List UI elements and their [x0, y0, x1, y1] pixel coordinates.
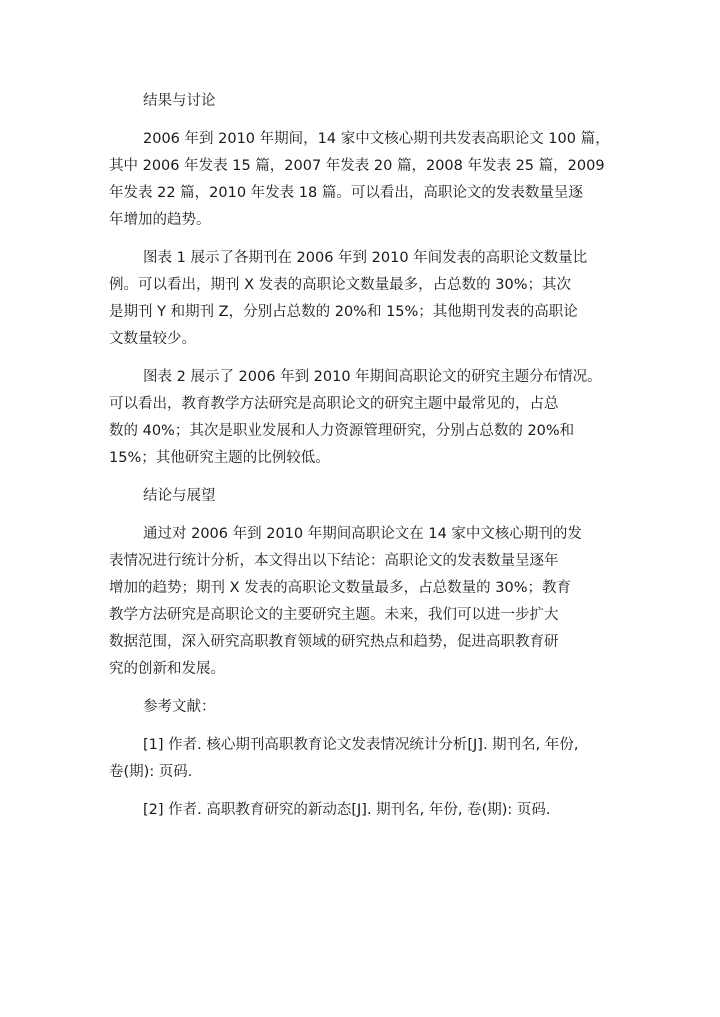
text-line: 表情况进行统计分析，本文得出以下结论：高职论文的发表数量呈逐年 — [109, 553, 559, 569]
body-paragraph — [109, 245, 639, 353]
document-page — [109, 88, 639, 835]
text-line: 参考文献： — [143, 699, 216, 715]
text-line: 图表 1 展示了各期刊在 2006 年到 2010 年间发表的高职论文数量比 — [143, 250, 588, 266]
text-line: 2006 年到 2010 年期间，14 家中文核心期刊共发表高职论文 100 篇， — [143, 131, 610, 147]
reference-item — [109, 732, 639, 786]
body-paragraph — [109, 521, 639, 683]
text-line: [1] 作者. 核心期刊高职教育论文发表情况统计分析[J]. 期刊名, 年份, — [143, 737, 579, 753]
text-line: 是期刊 Y 和期刊 Z，分别占总数的 20%和 15%；其他期刊发表的高职论 — [109, 304, 578, 320]
text-line: 可以看出，教育教学方法研究是高职论文的研究主题中最常见的，占总 — [109, 396, 559, 412]
text-line: 卷(期): 页码. — [109, 764, 193, 780]
section-heading — [109, 483, 639, 510]
text-line: 例。可以看出，期刊 X 发表的高职论文数量最多，占总数的 30%；其次 — [109, 277, 571, 293]
text-line: 年增加的趋势。 — [109, 212, 211, 228]
text-line: 数据范围，深入研究高职教育领域的研究热点和趋势，促进高职教育研 — [109, 634, 559, 650]
body-paragraph — [109, 364, 639, 472]
section-heading — [109, 694, 639, 721]
section-heading — [109, 88, 639, 115]
text-line: 图表 2 展示了 2006 年到 2010 年期间高职论文的研究主题分布情况。 — [143, 369, 602, 385]
text-line: 教学方法研究是高职论文的主要研究主题。未来，我们可以进一步扩大 — [109, 607, 559, 623]
text-line: [2] 作者. 高职教育研究的新动态[J]. 期刊名, 年份, 卷(期): 页码. — [143, 802, 551, 818]
text-line: 通过对 2006 年到 2010 年期间高职论文在 14 家中文核心期刊的发 — [143, 526, 582, 542]
text-line: 文数量较少。 — [109, 331, 196, 347]
text-line: 年发表 22 篇，2010 年发表 18 篇。可以看出，高职论文的发表数量呈逐 — [109, 185, 583, 201]
text-line: 其中 2006 年发表 15 篇，2007 年发表 20 篇，2008 年发表 25 篇，2009 — [109, 158, 605, 174]
text-line: 究的创新和发展。 — [109, 661, 225, 677]
text-line: 结果与讨论 — [143, 93, 216, 109]
body-paragraph — [109, 126, 639, 234]
text-line: 数的 40%；其次是职业发展和人力资源管理研究，分别占总数的 20%和 — [109, 423, 575, 439]
reference-item — [109, 797, 639, 824]
text-line: 15%；其他研究主题的比例较低。 — [109, 450, 330, 466]
text-line: 增加的趋势；期刊 X 发表的高职论文数量最多，占总数量的 30%；教育 — [109, 580, 571, 596]
text-line: 结论与展望 — [143, 488, 216, 504]
